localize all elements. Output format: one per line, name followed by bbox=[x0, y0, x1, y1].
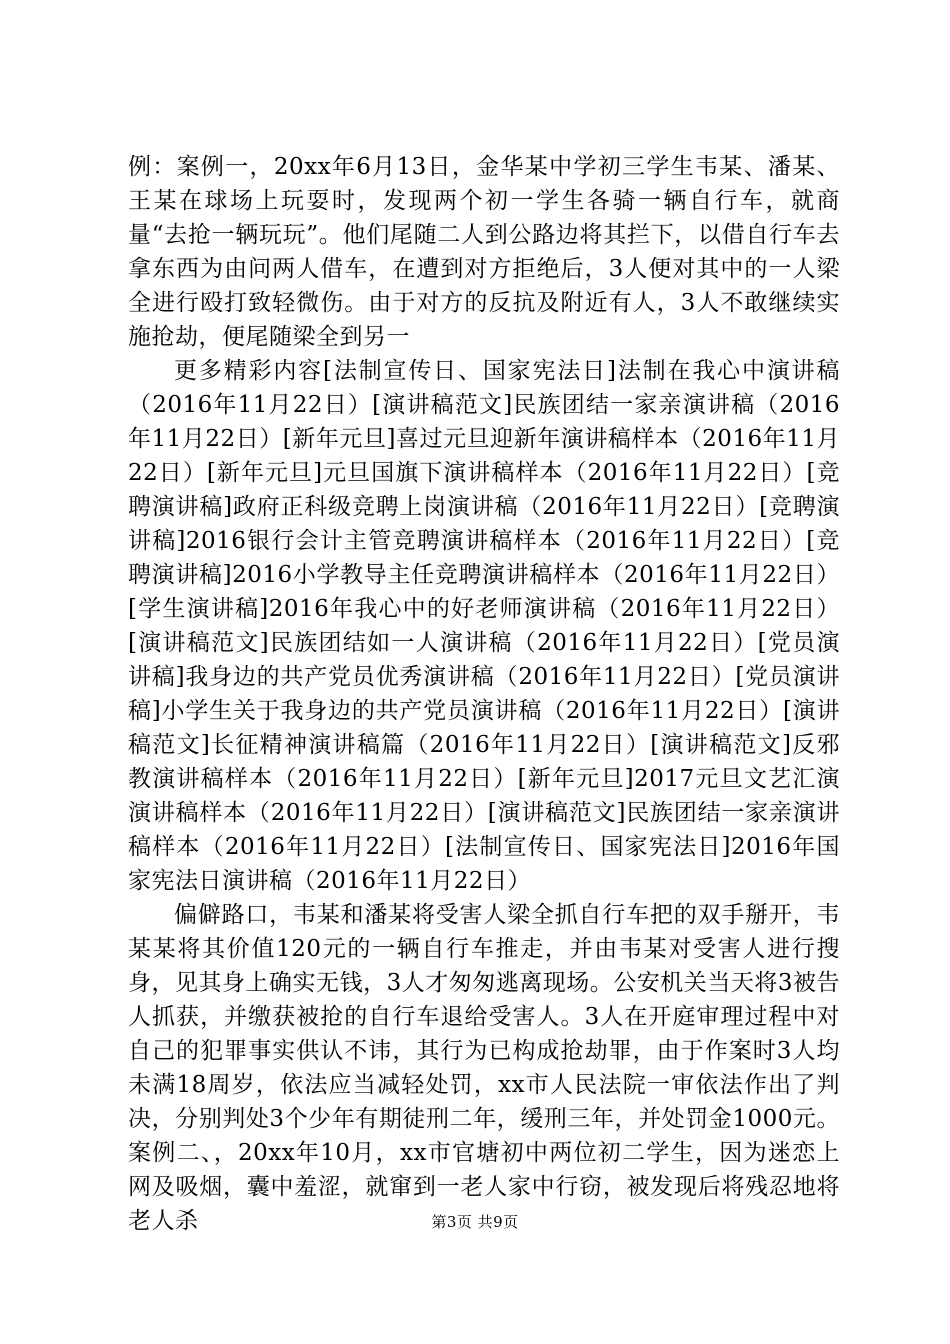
paragraph-case-one: 例：案例一，20xx年6月13日，金华某中学初三学生韦某、潘某、王某在球场上玩耍时，发现两个初一学生各骑一辆自行车，就商量“去抢一辆玩玩”。他们尾随二人到公路边将其拦下，以借自行车去拿东西为由问两人借车，在遭到对方拒绝后，3人便对其中的一人梁全进行殴打致轻微伤。由于对方的反抗及附近有人，3人不敢继续实施抢劫，便尾随梁全到另一 bbox=[128, 154, 840, 350]
document-body bbox=[128, 150, 840, 1238]
page-number-footer: 第3页 共9页 bbox=[431, 1213, 519, 1231]
paragraph-case-continued: 偏僻路口，韦某和潘某将受害人梁全抓自行车把的双手掰开，韦某某将其价值120元的一辆自行车推走，并由韦某对受害人进行搜身，见其身上确实无钱，3人才匆匆逃离现场。公安机关当天将3被告人抓获，并缴获被抢的自行车退给受害人。3人在开庭审理过程中对自己的犯罪事实供认不讳，其行为已构成抢劫罪，由于作案时3人均未满18周岁，依法应当减轻处罚，xx市人民法院一审依法作出了判决，分别判处3个少年有期徒刑二年，缓刑三年，并处罚金1000元。案例二、，20xx年10月，xx市官塘初中两位初二学生，因为迷恋上网及吸烟，囊中羞涩，就窜到一老人家中行窃，被发现后将残忍地将老人杀 bbox=[128, 902, 840, 1234]
paragraph-more-content: 更多精彩内容[法制宣传日、国家宪法日]法制在我心中演讲稿（2016年11月22日）[演讲稿范文]民族团结一家亲演讲稿（2016年11月22日）[新年元旦]喜过元旦迎新年演讲稿样本（2016年11月22日）[新年元旦]元旦国旗下演讲稿样本（2016年11月22日）[竞聘演讲稿]政府正科级竞聘上岗演讲稿（2016年11月22日）[竞聘演讲稿]2016银行会计主管竞聘演讲稿样本（2016年11月22日）[竞聘演讲稿]2016小学教导主任竞聘演讲稿样本（2016年11月22日）[学生演讲稿]2016年我心中的好老师演讲稿（2016年11月22日）[演讲稿范文]民族团结如一人演讲稿（2016年11月22日）[党员演讲稿]我身边的共产党员优秀演讲稿（2016年11月22日）[党员演讲稿]小学生关于我身边的共产党员演讲稿（2016年11月22日）[演讲稿范文]长征精神演讲稿篇（2016年11月22日）[演讲稿范文]反邪教演讲稿样本（2016年11月22日）[新年元旦]2017元旦文艺汇演演讲稿样本（2016年11月22日）[演讲稿范文]民族团结一家亲演讲稿样本（2016年11月22日）[法制宣传日、国家宪法日]2016年国家宪法日演讲稿（2016年11月22日） bbox=[128, 358, 840, 894]
